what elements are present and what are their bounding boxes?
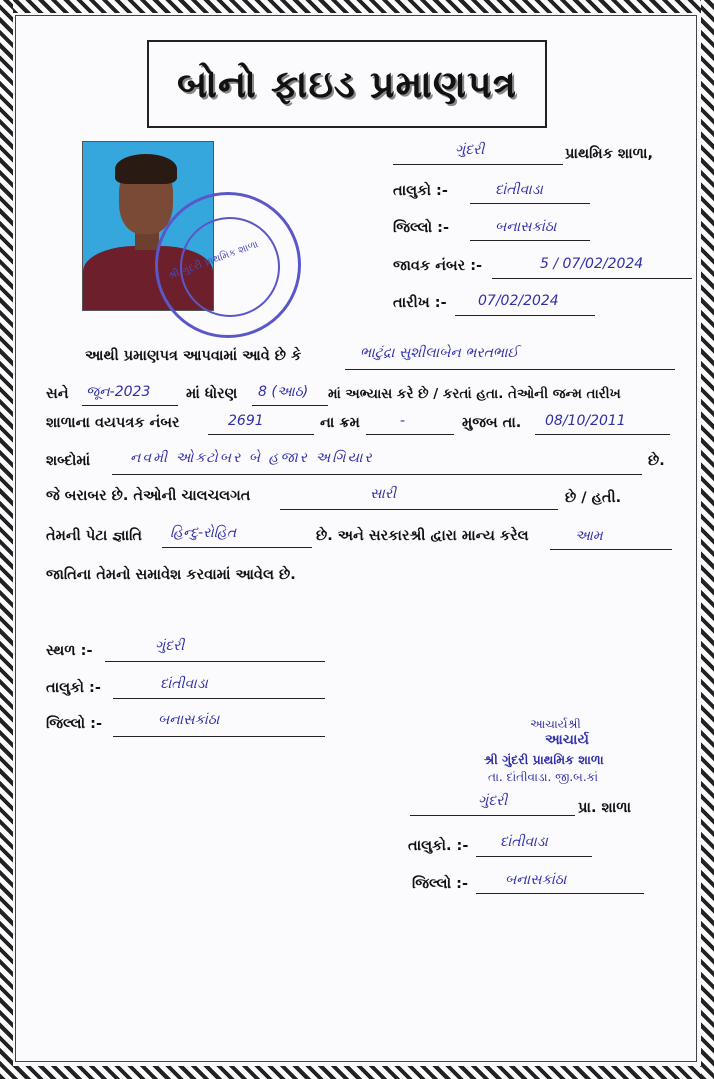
study-status-label: માં અભ્યાસ કરે છે / કરતાં હતા. તેઓની જન્મ તારીખ [328,386,621,402]
footer-right-district-line [476,893,644,894]
footer-taluka-line [113,698,325,699]
taluka-label: તાલુકો :- [393,183,448,199]
district-value: બનાસકાંઠા [495,219,557,235]
document-title: બોનો ફાઇડ પ્રમાણપત્ર [177,61,517,106]
category-value: આમ [575,528,603,544]
words-label: શબ્દોમાં [46,453,91,469]
standard-value: 8 (આઠ) [258,384,309,400]
border-bottom [0,1066,714,1079]
district-label: જિલ્લો :- [393,220,449,236]
principal-title: આચાર્ય [545,732,589,748]
subcaste-label: તેમની પેટા જ્ઞાતિ [46,528,143,544]
footer-district-line [113,736,325,737]
date-line [455,315,595,316]
serial-line [366,434,454,435]
principal-place: તા. દાંતીવાડા. જી.બ.કાં [488,770,599,784]
footer-district-value: બનાસકાંઠા [158,712,220,728]
date-value: 07/02/2024 [478,293,559,309]
place-value: ગુંદરી [155,638,185,654]
conduct-line [280,509,558,510]
principal-school: શ્રી ગુંદરી પ્રાથમિક શાળા [484,752,604,767]
serial-label: ના ક્રમ [320,415,360,431]
stamp-text: શ્રી ગુંદરી પ્રાથમિક શાળા [166,239,260,282]
border-right [701,0,714,1079]
year-line [82,405,178,406]
footer-taluka-label: તાલુકો :- [46,680,101,696]
student-name-line [345,369,675,370]
dob-value: 08/10/2011 [545,413,626,429]
dob-words-line [112,474,642,475]
footer-right-taluka-label: તાલુકો. :- [408,838,469,854]
photo-hair [115,154,177,184]
register-value: 2691 [228,413,264,429]
outward-no-value: 5 / 07/02/2024 [540,256,644,272]
footer-school-suffix: પ્રા. શાળા [578,800,632,816]
district-line [470,240,590,241]
footer-right-taluka-value: દાંતીવાડા [500,834,548,850]
dob-label: મુજબ તા. [462,415,522,431]
serial-value: - [400,413,406,429]
register-label: શાળાના વયપત્રક નંબર [46,415,180,431]
inclusion-label: જાતિના તેમનો સમાવેશ કરવામાં આવેલ છે. [46,567,296,583]
dob-words-value: નવમી ઓક્ટોબર બે હજાર અગિયાર [130,450,374,466]
student-name-value: ભાટુંદ્રા સુશીલાબેન ભરતભાઈ [360,345,519,361]
footer-taluka-value: દાંતીવાડા [160,676,208,692]
body-intro-label: આથી પ્રમાણપત્ર આપવામાં આવે છે કે [85,348,302,364]
category-line [550,549,672,550]
conduct-label: જે બરાબર છે. તેઓની ચાલચલગત [46,488,251,504]
border-left [0,0,13,1079]
year-value: જૂન-2023 [86,384,151,400]
year-label: સને [46,386,69,402]
standard-label: માં ધોરણ [186,386,238,402]
date-label: તારીખ :- [393,295,447,311]
taluka-line [470,203,590,204]
footer-right-district-value: બનાસકાંઠા [505,872,567,888]
place-line [105,661,325,662]
conduct-end-label: છે / હતી. [565,490,622,506]
footer-school-value: ગુંદરી [478,793,508,809]
footer-right-district-label: જિલ્લો :- [412,876,468,892]
conduct-value: સારી [370,486,397,502]
register-line [208,434,314,435]
subcaste-line [162,547,312,548]
category-label: છે. અને સરકારશ્રી દ્વારા માન્ય કરેલ [316,528,529,544]
footer-district-label: જિલ્લો :- [46,716,102,732]
dob-line [535,434,670,435]
outward-no-line [492,278,692,279]
words-end-label: છે. [648,453,665,469]
footer-right-taluka-line [476,856,592,857]
principal-signature: આચાર્યશ્રી [530,717,581,731]
footer-school-line [410,815,575,816]
school-suffix-label: પ્રાથમિક શાળા, [565,146,653,162]
place-label: સ્થળ :- [46,643,93,659]
border-top [0,0,714,13]
outward-no-label: જાવક નંબર :- [393,258,483,274]
taluka-value: દાંતીવાડા [495,182,543,198]
standard-line [252,405,328,406]
subcaste-value: હિન્દુ-રોહિત [170,525,237,541]
school-name-value: ગુંદરી [455,142,485,158]
title-box [147,40,547,128]
school-line [393,164,563,165]
school-stamp [155,192,301,338]
